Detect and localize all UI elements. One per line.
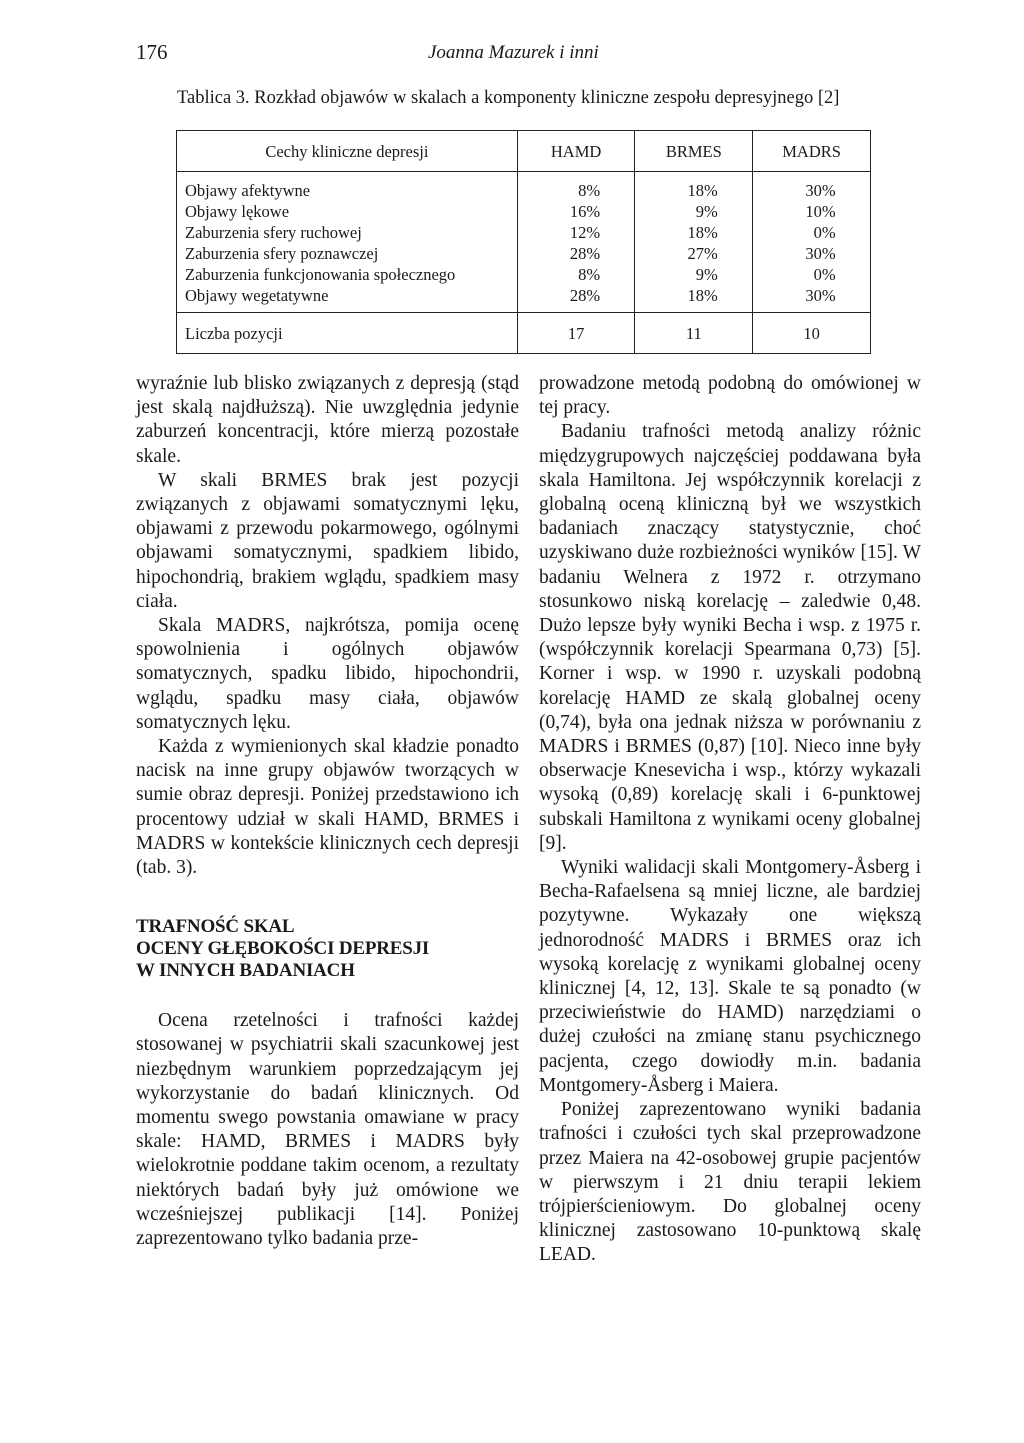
table-cell: 9% bbox=[635, 201, 753, 222]
section-heading-line: OCENY GŁĘBOKOŚCI DEPRESJI bbox=[136, 938, 430, 960]
section-heading-line: W INNYCH BADANIACH bbox=[136, 960, 355, 982]
table-cell: 10 bbox=[753, 313, 871, 354]
table-cell: 10% bbox=[753, 201, 871, 222]
paragraph: Poniżej zaprezentowano wyniki badania trafności i czułości tych skal przeprowadzone przez Maiera na 42-osobowej grupie pacjentów w pierwszym i 21 dniu terapii lekiem trójpierścieniowym. Do globalnej oceny klinicznej zastosowano 10-punktową skalę LEAD. bbox=[539, 1099, 921, 1266]
table-header-row bbox=[177, 131, 871, 172]
page-number: 176 bbox=[136, 40, 168, 64]
row-label: Liczba pozycji bbox=[177, 313, 518, 354]
paragraph: Ocena rzetelności i trafności każdej stosowanej w psychiatrii skali szacunkowej jest niezbędnym warunkiem poprzedzającym jej wykorzystanie do badań klinicznych. Od momentu swego powstania omawiane w pracy skale: HAMD, BRMES i MADRS były wielokrotnie poddane takim ocenom, a rezultaty niektórych badań były już omówione we wcześniejszej publikacji [14]. Poniżej zaprezentowano tylko badania prze- bbox=[136, 1010, 519, 1250]
table-cell: 30% bbox=[753, 243, 871, 264]
running-title: Joanna Mazurek i inni bbox=[428, 42, 599, 63]
table-cell: 30% bbox=[753, 172, 871, 202]
paragraph: wyraźnie lub blisko związanych z depresją (stąd jest skalą najdłuższą). Nie uwzględnia jedynie zaburzeń koncentracji, które mierzą pozostałe skale. bbox=[136, 373, 519, 467]
row-label: Objawy wegetatywne bbox=[185, 286, 329, 305]
paragraph: Wyniki walidacji skali Montgomery-Åsberg i Becha-Rafaelsena są mniej liczne, ale bardziej pozytywne. Wykazały one większą jednorodność MADRS i BRMES oraz ich wysoką korelację z wynikami globalnej oceny klinicznej [4, 12, 13]. Skale te są ponadto (w przeciwieństwie do HAMD) narzędziami o dużej czułości na zmianę stanu psychicznego pacjenta, czego dowiodły m.in. badania Montgomery-Åsberg i Maiera. bbox=[539, 857, 921, 1096]
paragraph: W skali BRMES brak jest pozycji związanych z objawami somatycznymi lęku, objawami z przewodu pokarmowego, ogólnymi objawami somatycznymi, spadkiem libido, hipochondrią, brakiem wglądu, spadkiem masy ciała. bbox=[136, 469, 519, 612]
right-text-column bbox=[539, 372, 921, 1268]
table-total-row bbox=[177, 313, 871, 354]
table-cell: 18% bbox=[635, 172, 753, 202]
paragraph: Skala MADRS, najkrótsza, pomija ocenę spowolnienia i ogólnych objawów somatycznych, spadku libido, hipochondrii, wglądu, spadku masy ciała, objawów somatycznych lęku. bbox=[136, 615, 519, 733]
column-header: HAMD bbox=[517, 131, 635, 172]
table-cell: 0% bbox=[753, 264, 871, 285]
table-cell: 8% bbox=[517, 172, 635, 202]
paragraph: Badaniu trafności metodą analizy różnic międzygrupowych najczęściej poddawana była skala Hamiltona. Jej współczynnik korelacji z globalną oceną kliniczną był we wszystkich badaniach znaczący statystycznie, choć uzyskiwano duże rozbieżności wyników [15]. W badaniu Welnera z 1972 r. otrzymano stosunkowo niską korelację – zaledwie 0,48. Dużo lepsze były wyniki Becha i wsp. z 1975 r. (współczynnik korelacji Spearmana 0,73) [5]. Korner i wsp. w 1990 r. uzyskali podobną korelację HAMD ze skalą globalnej oceny (0,74), była ona jednak niższa w porównaniu z MADRS i BRMES (0,87) [10]. Nieco inne były obserwacje Knesevicha i wsp., którzy wykazali wysoką (0,89) korelację skali i 6-punktowej subskali Hamiltona z wynikami oceny globalnej [9]. bbox=[539, 421, 921, 854]
column-header: BRMES bbox=[635, 131, 753, 172]
table-row bbox=[177, 172, 871, 202]
section-heading-line: TRAFNOŚĆ SKAL bbox=[136, 916, 295, 938]
table-cell: 16% bbox=[517, 201, 635, 222]
table-cell: 9% bbox=[635, 264, 753, 285]
table-cell: 11 bbox=[635, 313, 753, 354]
row-label: Objawy lękowe bbox=[185, 202, 290, 221]
left-text-column bbox=[136, 372, 519, 1251]
table-cell: 17 bbox=[517, 313, 635, 354]
table-cell: 30% bbox=[753, 285, 871, 313]
table-cell: 0% bbox=[753, 222, 871, 243]
section-heading bbox=[136, 916, 519, 982]
column-header: Cechy kliniczne depresji bbox=[177, 131, 518, 172]
table-cell: 28% bbox=[517, 243, 635, 264]
table-row bbox=[177, 264, 871, 285]
table-row bbox=[177, 243, 871, 264]
table-row bbox=[177, 222, 871, 243]
row-label: Zaburzenia sfery ruchowej bbox=[185, 223, 362, 242]
row-label: Zaburzenia sfery poznawczej bbox=[185, 244, 379, 263]
table-cell: 8% bbox=[517, 264, 635, 285]
row-label: Objawy afektywne bbox=[185, 181, 311, 200]
column-header: MADRS bbox=[753, 131, 871, 172]
row-label: Zaburzenia funkcjonowania społecznego bbox=[185, 265, 456, 284]
paragraph: Każda z wymienionych skal kładzie ponadto nacisk na inne grupy objawów tworzących w sumie obraz depresji. Poniżej przedstawiono ich procentowy udział w skali HAMD, BRMES i MADRS w kontekście klinicznych cech depresji (tab. 3). bbox=[136, 736, 519, 879]
paragraph: prowadzone metodą podobną do omówionej w tej pracy. bbox=[539, 373, 921, 419]
table-row bbox=[177, 201, 871, 222]
table-caption: Tablica 3. Rozkład objawów w skalach a komponenty kliniczne zespołu depresyjnego [2] bbox=[177, 88, 840, 108]
table-cell: 28% bbox=[517, 285, 635, 313]
table-cell: 27% bbox=[635, 243, 753, 264]
table-cell: 12% bbox=[517, 222, 635, 243]
table-row bbox=[177, 285, 871, 313]
symptom-distribution-table bbox=[176, 130, 871, 354]
table-cell: 18% bbox=[635, 285, 753, 313]
table-cell: 18% bbox=[635, 222, 753, 243]
